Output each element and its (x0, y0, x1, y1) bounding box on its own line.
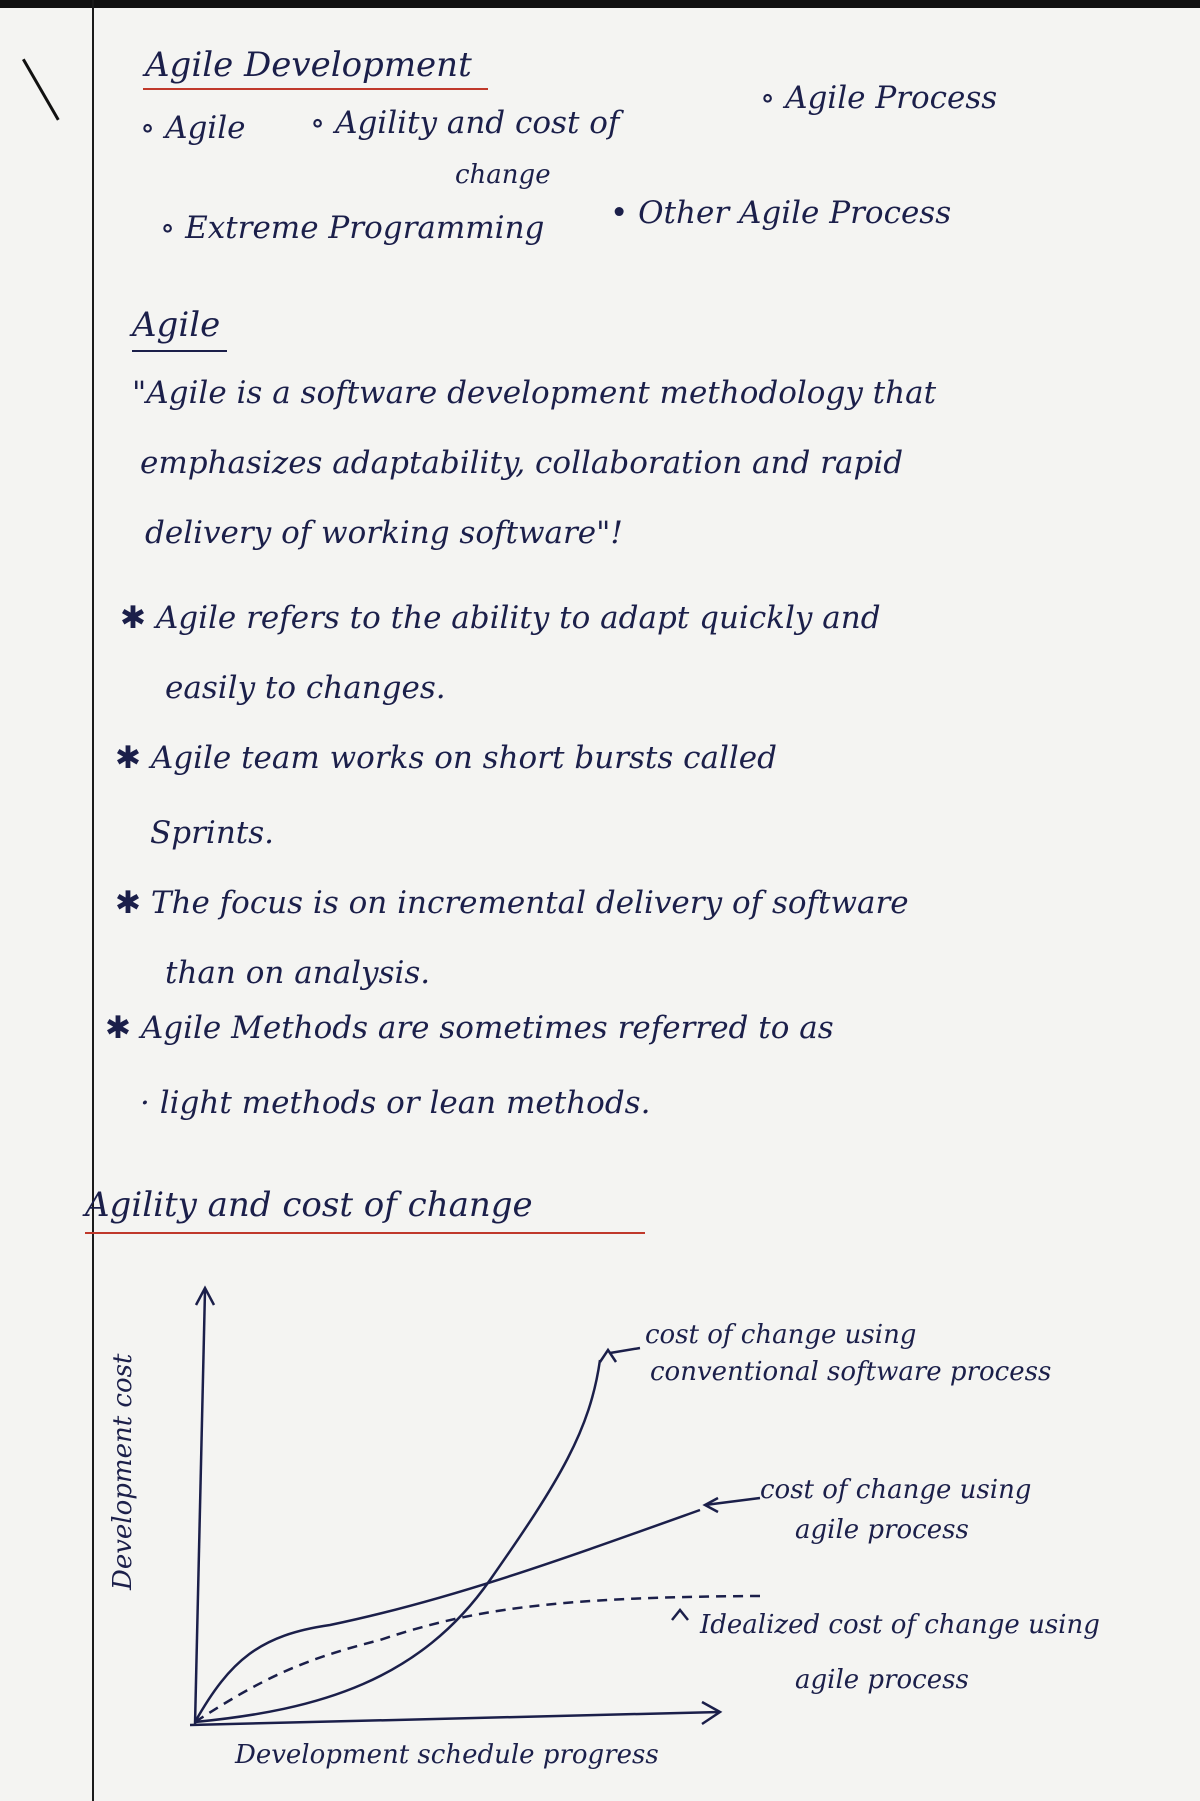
point-4-line-2: · light methods or lean methods. (140, 1085, 651, 1121)
label-agile-2: agile process (795, 1515, 969, 1545)
topic-other-agile: • Other Agile Process (610, 195, 952, 231)
arrow-ideal-head (672, 1610, 688, 1620)
section-2-heading: Agility and cost of change (85, 1185, 533, 1225)
topic-agility-cost: ∘ Agility and cost of (310, 105, 620, 141)
point-1-line-2: easily to changes. (165, 670, 446, 706)
point-2-line-2: Sprints. (150, 815, 274, 851)
x-axis (190, 1712, 720, 1725)
definition-line-1: "Agile is a software development methodology that (132, 375, 937, 411)
point-3-line-1: ✱ The focus is on incremental delivery of software (115, 885, 909, 921)
label-conventional-2: conventional software process (650, 1357, 1052, 1387)
point-2-line-1: ✱ Agile team works on short bursts called (115, 740, 777, 776)
label-agile-1: cost of change using (760, 1475, 1032, 1505)
topic-agility-cost-line2: change (455, 160, 551, 190)
topic-extreme-programming: ∘ Extreme Programming (160, 210, 545, 246)
point-1-line-1: ✱ Agile refers to the ability to adapt quickly and (120, 600, 881, 636)
page-title: Agile Development (145, 45, 472, 85)
arrow-conventional-pointer (610, 1348, 640, 1353)
definition-line-3: delivery of working software"! (145, 515, 623, 551)
topic-agile-process: ∘ Agile Process (760, 80, 998, 116)
y-axis-label: Development cost (108, 1353, 138, 1590)
label-ideal-2: agile process (795, 1665, 969, 1695)
label-conventional-1: cost of change using (645, 1320, 917, 1350)
conventional-curve (195, 1360, 600, 1722)
point-3-line-2: than on analysis. (165, 955, 431, 991)
point-4-line-1: ✱ Agile Methods are sometimes referred to as (105, 1010, 834, 1046)
y-axis (195, 1290, 205, 1725)
label-ideal-1: Idealized cost of change using (700, 1610, 1100, 1640)
agile-heading: Agile (132, 305, 221, 345)
definition-line-2: emphasizes adaptability, collaboration and rapid (140, 445, 904, 481)
x-axis-label: Development schedule progress (235, 1740, 659, 1770)
topic-agile: ∘ Agile (140, 110, 246, 146)
agile-curve (195, 1510, 700, 1722)
